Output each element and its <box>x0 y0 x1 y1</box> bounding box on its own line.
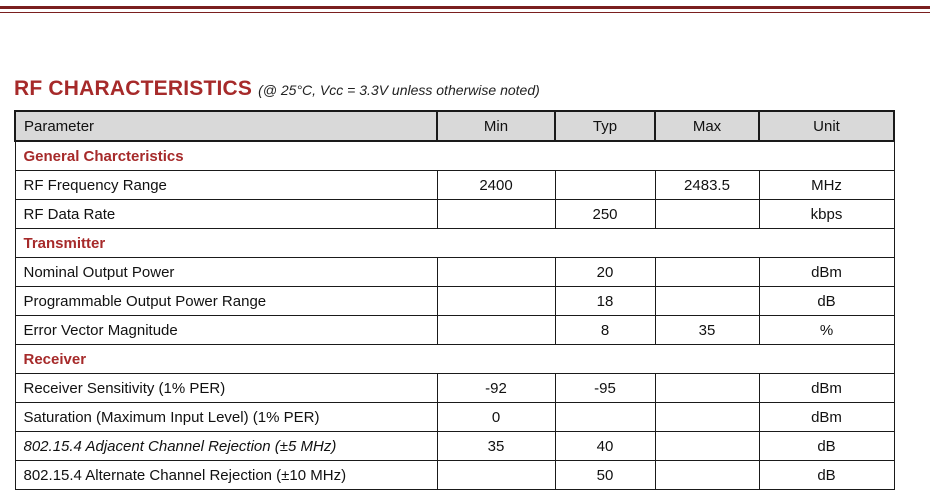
min-cell: -92 <box>437 374 555 403</box>
max-cell <box>655 287 759 316</box>
table-row <box>15 171 894 200</box>
section-row <box>15 345 894 374</box>
typ-cell: 250 <box>555 200 655 229</box>
unit-cell: dBm <box>759 374 894 403</box>
heading-title: RF CHARACTERISTICS <box>14 77 253 100</box>
table-row <box>15 374 894 403</box>
min-cell <box>437 287 555 316</box>
min-cell: 0 <box>437 403 555 432</box>
table-row <box>15 461 894 490</box>
param-cell: 802.15.4 Alternate Channel Rejection (±10 MHz) <box>15 461 437 490</box>
param-cell: Saturation (Maximum Input Level) (1% PER) <box>15 403 437 432</box>
section-heading <box>14 77 540 101</box>
section-row <box>15 141 894 171</box>
typ-cell: 18 <box>555 287 655 316</box>
param-cell: Receiver Sensitivity (1% PER) <box>15 374 437 403</box>
typ-cell: -95 <box>555 374 655 403</box>
column-header: Typ <box>555 111 655 141</box>
header-rule <box>0 6 930 9</box>
min-cell: 35 <box>437 432 555 461</box>
column-header: Max <box>655 111 759 141</box>
unit-cell: dB <box>759 287 894 316</box>
typ-cell: 40 <box>555 432 655 461</box>
max-cell <box>655 374 759 403</box>
section-row <box>15 229 894 258</box>
section-title: Transmitter <box>15 229 894 258</box>
max-cell <box>655 200 759 229</box>
unit-cell: dBm <box>759 258 894 287</box>
unit-cell: dB <box>759 432 894 461</box>
unit-cell: MHz <box>759 171 894 200</box>
unit-cell: dB <box>759 461 894 490</box>
typ-cell: 20 <box>555 258 655 287</box>
max-cell <box>655 432 759 461</box>
max-cell <box>655 258 759 287</box>
typ-cell <box>555 403 655 432</box>
table-header-row <box>15 111 894 141</box>
unit-cell: dBm <box>759 403 894 432</box>
min-cell <box>437 316 555 345</box>
table-row <box>15 200 894 229</box>
table-row <box>15 287 894 316</box>
param-cell: RF Frequency Range <box>15 171 437 200</box>
param-cell: 802.15.4 Adjacent Channel Rejection (±5 MHz) <box>15 432 437 461</box>
header-rule-thin <box>0 12 930 13</box>
table-row <box>15 258 894 287</box>
unit-cell: kbps <box>759 200 894 229</box>
heading-subtitle: (@ 25°C, Vcc = 3.3V unless otherwise noted) <box>258 82 540 98</box>
param-cell: Error Vector Magnitude <box>15 316 437 345</box>
typ-cell: 50 <box>555 461 655 490</box>
table-row <box>15 432 894 461</box>
max-cell <box>655 461 759 490</box>
section-title: General Charcteristics <box>15 141 894 171</box>
param-cell: Nominal Output Power <box>15 258 437 287</box>
table-row <box>15 316 894 345</box>
rf-characteristics-table <box>14 110 895 490</box>
unit-cell: % <box>759 316 894 345</box>
min-cell <box>437 200 555 229</box>
column-header: Parameter <box>15 111 437 141</box>
section-title: Receiver <box>15 345 894 374</box>
column-header: Unit <box>759 111 894 141</box>
typ-cell <box>555 171 655 200</box>
param-cell: Programmable Output Power Range <box>15 287 437 316</box>
min-cell <box>437 258 555 287</box>
min-cell: 2400 <box>437 171 555 200</box>
max-cell: 35 <box>655 316 759 345</box>
typ-cell: 8 <box>555 316 655 345</box>
table-row <box>15 403 894 432</box>
min-cell <box>437 461 555 490</box>
max-cell: 2483.5 <box>655 171 759 200</box>
param-cell: RF Data Rate <box>15 200 437 229</box>
max-cell <box>655 403 759 432</box>
column-header: Min <box>437 111 555 141</box>
